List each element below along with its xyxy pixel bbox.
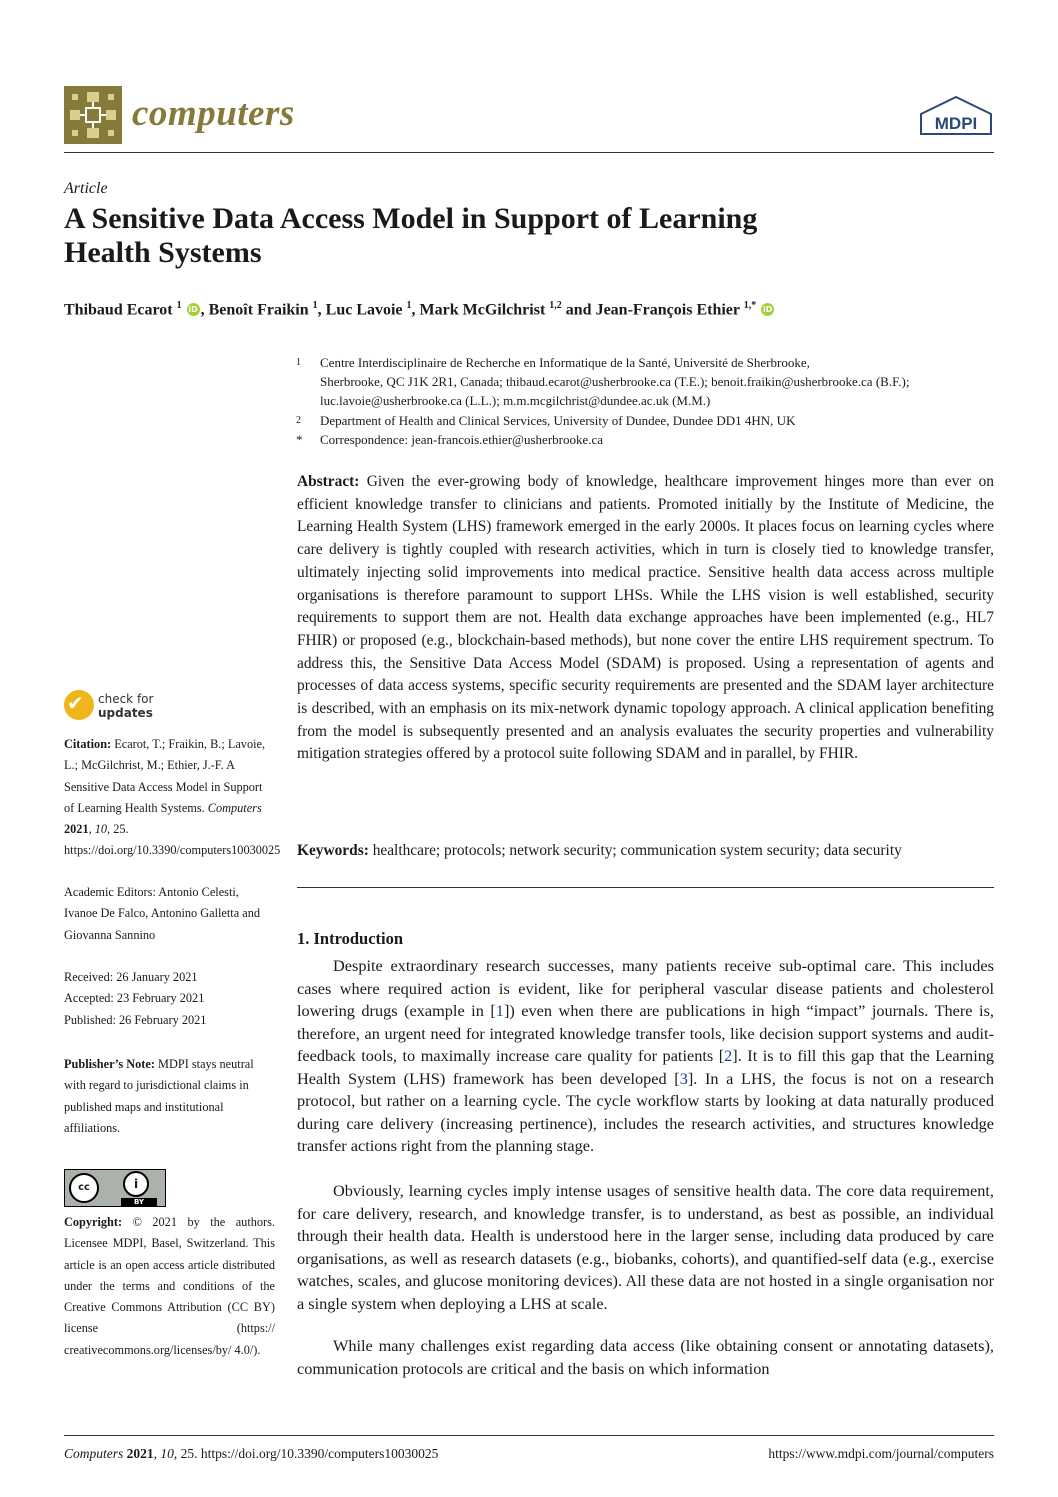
orcid-icon[interactable]: iD [763,305,773,315]
person-icon: i [123,1171,149,1197]
footer-citation: Computers 2021, 10, 25. https://doi.org/10.3390/computers10030025 [64,1446,439,1461]
reference-link[interactable]: 1 [495,1001,504,1020]
author-affiliation-mark: 1 [176,300,182,311]
title-line-1: A Sensitive Data Access Model in Support of Learning [64,202,758,235]
published-date: Published: 26 February 2021 [64,1012,207,1027]
author-affiliation-mark: 1 [312,300,318,311]
section-heading: 1. Introduction [297,929,404,948]
copyright: Copyright: © 2021 by the authors. Licensee MDPI, Basel, Switzerland. This article is an open access article distributed under the terms and conditions of the Creative Commons Attribution (CC BY) license (https:// creativecommons.org/licenses/by/ 4.0/). [64,1215,276,1357]
mdpi-logo [918,96,994,141]
abstract-text: Given the ever-growing body of knowledge, healthcare improvement hinges more than ever on efficient knowledge transfer to clinicians and patients. Promoted initially by the Institute of Medicine, the Learning Health System (LHS) framework emerged in the early 2000s. It places focus on learning cycles where care delivery is tightly coupled with research activities, which in turn is closely tied to knowledge transfer, ultimately injecting solid improvements into medical practice. Sensitive health data access across multiple organisations is therefore paramount to support LHSs. While the LHS vision is well established, security requirements to support them are not. Health data exchange approaches have been implemented (e.g., HL7 FHIR) or proposed (e.g., blockchain-based methods), but none cover the entire LHS requirement spectrum. To address this, the Sensitive Data Access Model (SDAM) is proposed. Using a representation of agents and processes of data access systems, specific security requirements are presented and the SDAM layer architecture is described, with an emphasis on its mix-network dynamic topology approach. A clinical application benefiting from the model is subsequently presented and an analysis evaluates the security properties and vulnerability mitigation strategies offered by a protocol suite following SDAM and in parallel, by FHIR. [297,473,994,763]
citation-label: Citation: [64,737,112,751]
author-name: Jean-François Ethier [595,301,740,319]
reference-link[interactable]: 3 [679,1068,688,1088]
affiliation-mark: 1 [296,357,301,368]
section-divider [297,887,994,888]
affiliation-line: luc.lavoie@usherbrooke.ca (L.L.); m.m.mcgilchrist@dundee.ac.uk (M.M.) [320,393,711,408]
article-type: Article [64,180,108,197]
journal-logo-icon [64,86,122,144]
intro-paragraph-1: Despite extraordinary research successes, many patients receive sub-optimal care. This includes cases where required action is evident, like for peripheral vascular disease patients and cholesterol lowering drugs (example in [1]) even when there are publications in high “impact” journals. There is, therefore, an urgent need for integrated knowledge transfer tools, like decision support systems and audit-feedback tools, to maximally increase care quality for patients [2]. It is to fill this gap that the Learning Health System (LHS) framework has been developed [3]. In a LHS, the focus is not on a research protocol, but rather on a learning cycle. The cycle workflow starts by looking at data naturally produced during care delivery (increasing pertinence), includes the research activities, and structures knowledge transfer actions right from the planning stage. [297,956,994,1155]
reference-link[interactable]: 2 [724,1046,733,1065]
citation: Citation: Ecarot, T.; Fraikin, B.; Lavoie, L.; McGilchrist, M.; Ethier, J.-F. A Sensitive Data Access Model in Support of Learning Health Systems. Computers 2021, 10, 25. https://doi.org/10.3390/computers10030025 [64,737,281,858]
journal-name: computers [132,93,295,134]
mdpi-logo-text: MDPI [934,114,978,133]
footer-doi[interactable]: , 25. https://doi.org/10.3390/computers10030025 [173,1446,439,1461]
check-updates-line-1: check for [98,692,154,706]
header-rule [64,152,994,153]
author-name: Luc Lavoie [325,301,403,319]
affiliation-line: Correspondence: jean-francois.ethier@usherbrooke.ca [320,432,604,447]
publication-dates [64,967,275,1031]
check-updates-line-2: updates [98,706,153,720]
cc-by-license-icon[interactable] [64,1169,166,1207]
intro-paragraph-3: While many challenges exist regarding data access (like obtaining consent or annotating datasets), communication protocols are critical and the basis on which information [297,1336,994,1378]
keywords-text: healthcare; protocols; network security; communication system security; data security [372,842,902,859]
author-name: Thibaud Ecarot [64,301,173,319]
author-list: Thibaud Ecarot $^1$ iD , Benoît Fraikin $^1$, Luc Lavoie $^1$, Mark McGilchrist $^{1,2}$ and Jean-François Ethier $^{1,*}$ iD [64,300,773,319]
received-date: Received: 26 January 2021 [64,970,198,984]
by-label: BY [121,1198,157,1206]
citation-doi[interactable]: , 25. https://doi.org/10.3390/computers10030025 [64,822,281,858]
cc-logo: cc [69,1173,99,1203]
orcid-icon[interactable]: iD [188,305,198,315]
affiliation-line: Department of Health and Clinical Services, University of Dundee, Dundee DD1 4HN, UK [320,413,796,428]
affiliation-line: Centre Interdisciplinaire de Recherche en Informatique de la Santé, Université de Sherbrooke, [320,355,810,370]
author-affiliation-mark: 1,* [743,300,757,311]
intro-paragraph-2: Obviously, learning cycles imply intense usages of sensitive health data. The core data requirement, for care delivery, research, and knowledge transfer, is to understand, as best as possible, an individual through their health data. Health is understood here in the larger sense, including data produced by care organisations, as well as research datasets (e.g., biobanks, cohorts), and quantified-self data (e.g., exercise watches, scales, and glucose monitoring devices). All these data are not hosted in a single organisation nor a single system when deploying a LHS at scale. [297,1181,994,1313]
academic-editors: Academic Editors: Antonio Celesti, Ivanoe De Falco, Antonino Galletta and Giovanna Sannino [64,885,261,942]
affiliation-line: Sherbrooke, QC J1K 2R1, Canada; thibaud.ecarot@usherbrooke.ca (T.E.); benoit.fraikin@usherbrooke.ca (B.F.); [320,374,910,389]
author-name: Benoît Fraikin [208,301,309,319]
journal-url[interactable]: https://www.mdpi.com/journal/computers [768,1446,994,1461]
title-line-2: Health Systems [64,236,262,269]
keywords [297,842,902,860]
author-name: Mark McGilchrist [419,301,546,319]
check-for-updates-icon[interactable]: ✔ check for updates [64,690,184,726]
accepted-date: Accepted: 23 February 2021 [64,991,205,1006]
abstract [297,471,994,766]
article-title [64,202,964,270]
affiliation-mark: 2 [296,415,301,426]
affiliation-mark: * [296,432,303,447]
publisher-note: Publisher’s Note: MDPI stays neutral with regard to jurisdictional claims in published maps and institutional affiliations. [64,1057,254,1135]
author-affiliation-mark: 1 [406,300,412,311]
footer-rule [64,1435,994,1436]
abstract-label: Abstract: [297,473,360,490]
publisher-note-label: Publisher’s Note: [64,1057,155,1071]
keywords-label: Keywords: [297,842,369,859]
copyright-label: Copyright: [64,1215,123,1229]
author-affiliation-mark: 1,2 [549,300,562,311]
